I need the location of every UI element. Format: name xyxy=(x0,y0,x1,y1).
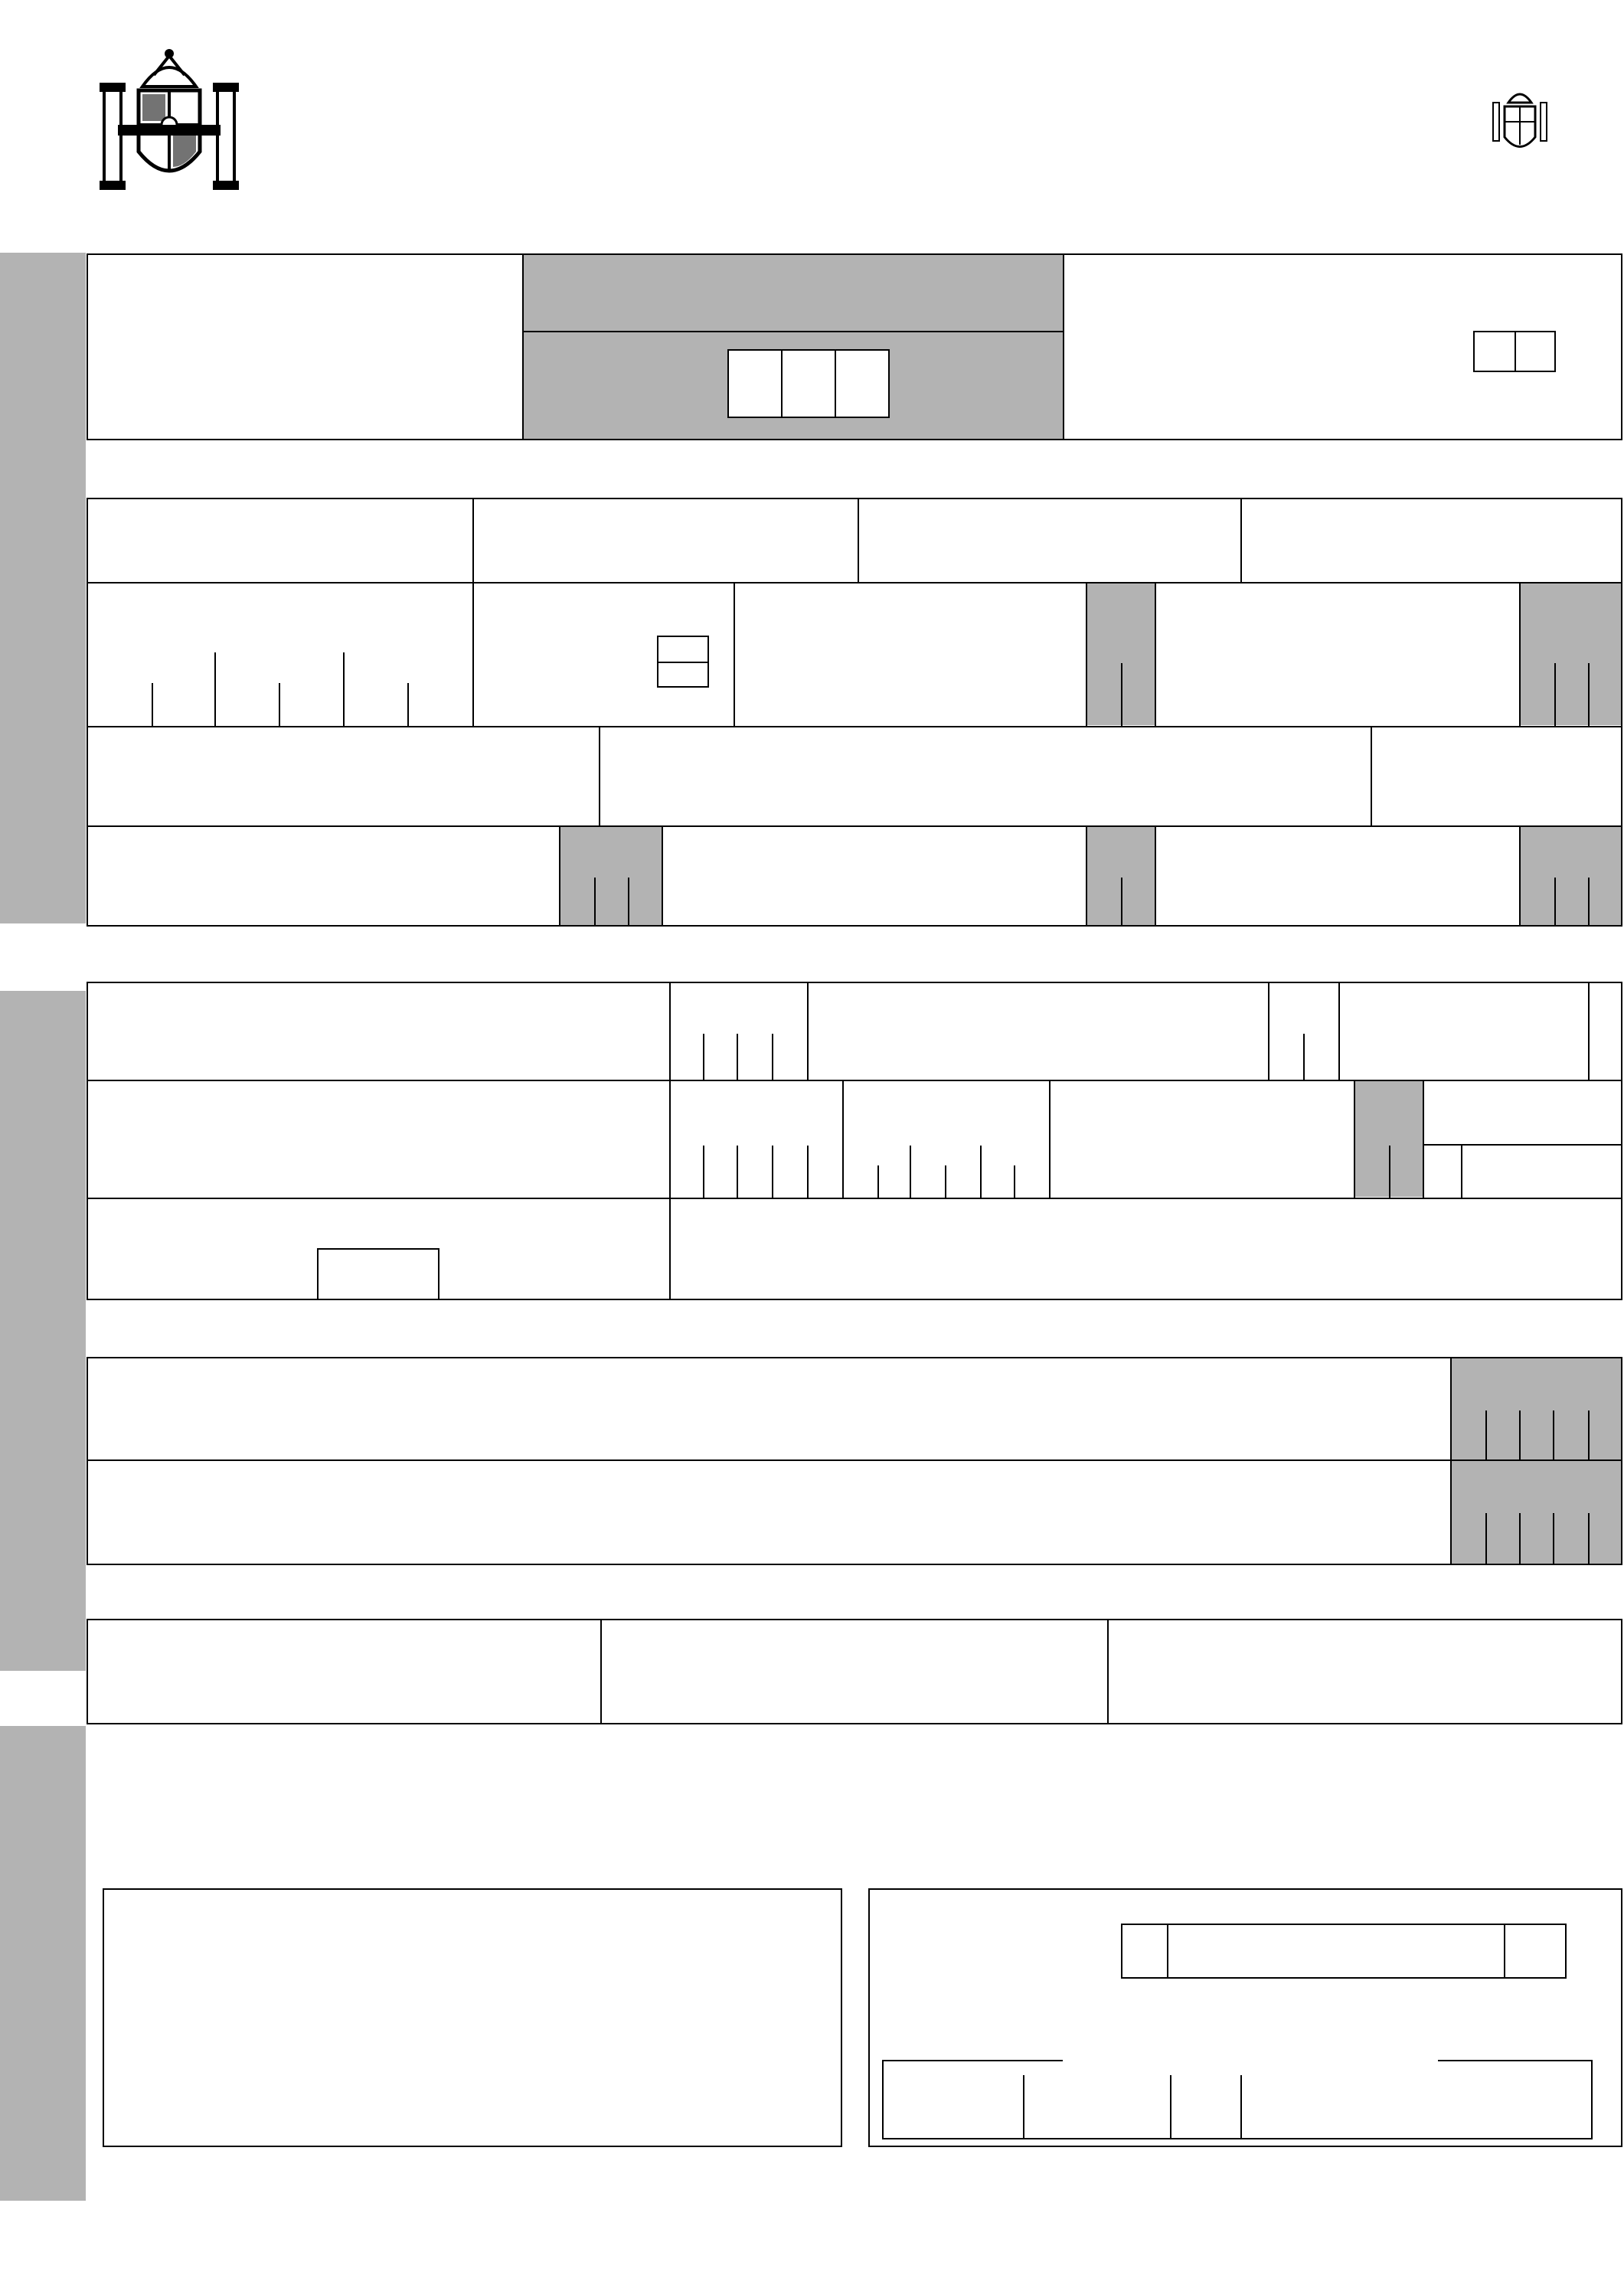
fecha-box xyxy=(103,1888,842,2147)
datos-bases-box xyxy=(87,1619,1622,1724)
boe-logo xyxy=(1417,77,1623,164)
ccc-box xyxy=(882,2060,1593,2139)
euro-pattern xyxy=(0,253,43,923)
sidebar-declarante xyxy=(0,1726,86,2201)
importe-input[interactable] xyxy=(1121,1924,1567,1979)
sidebar-identificacion xyxy=(0,253,86,923)
euro-pattern xyxy=(0,991,43,1671)
sidebar-autoliquidacion xyxy=(0,991,86,1671)
boe-seal-icon xyxy=(1485,80,1554,161)
titulos-box xyxy=(87,1357,1622,1565)
datos-personales-box xyxy=(87,498,1622,927)
municipio-code xyxy=(560,827,662,925)
euro-pattern xyxy=(0,1726,43,2201)
reserva-discapacitados-input[interactable] xyxy=(317,1248,439,1300)
codigo-digits-box xyxy=(727,349,890,418)
nacion-code xyxy=(1521,827,1621,925)
titulos-code xyxy=(1452,1358,1621,1564)
coat-of-arms-icon xyxy=(96,44,242,193)
localidad-nacimiento-code xyxy=(1521,583,1621,725)
